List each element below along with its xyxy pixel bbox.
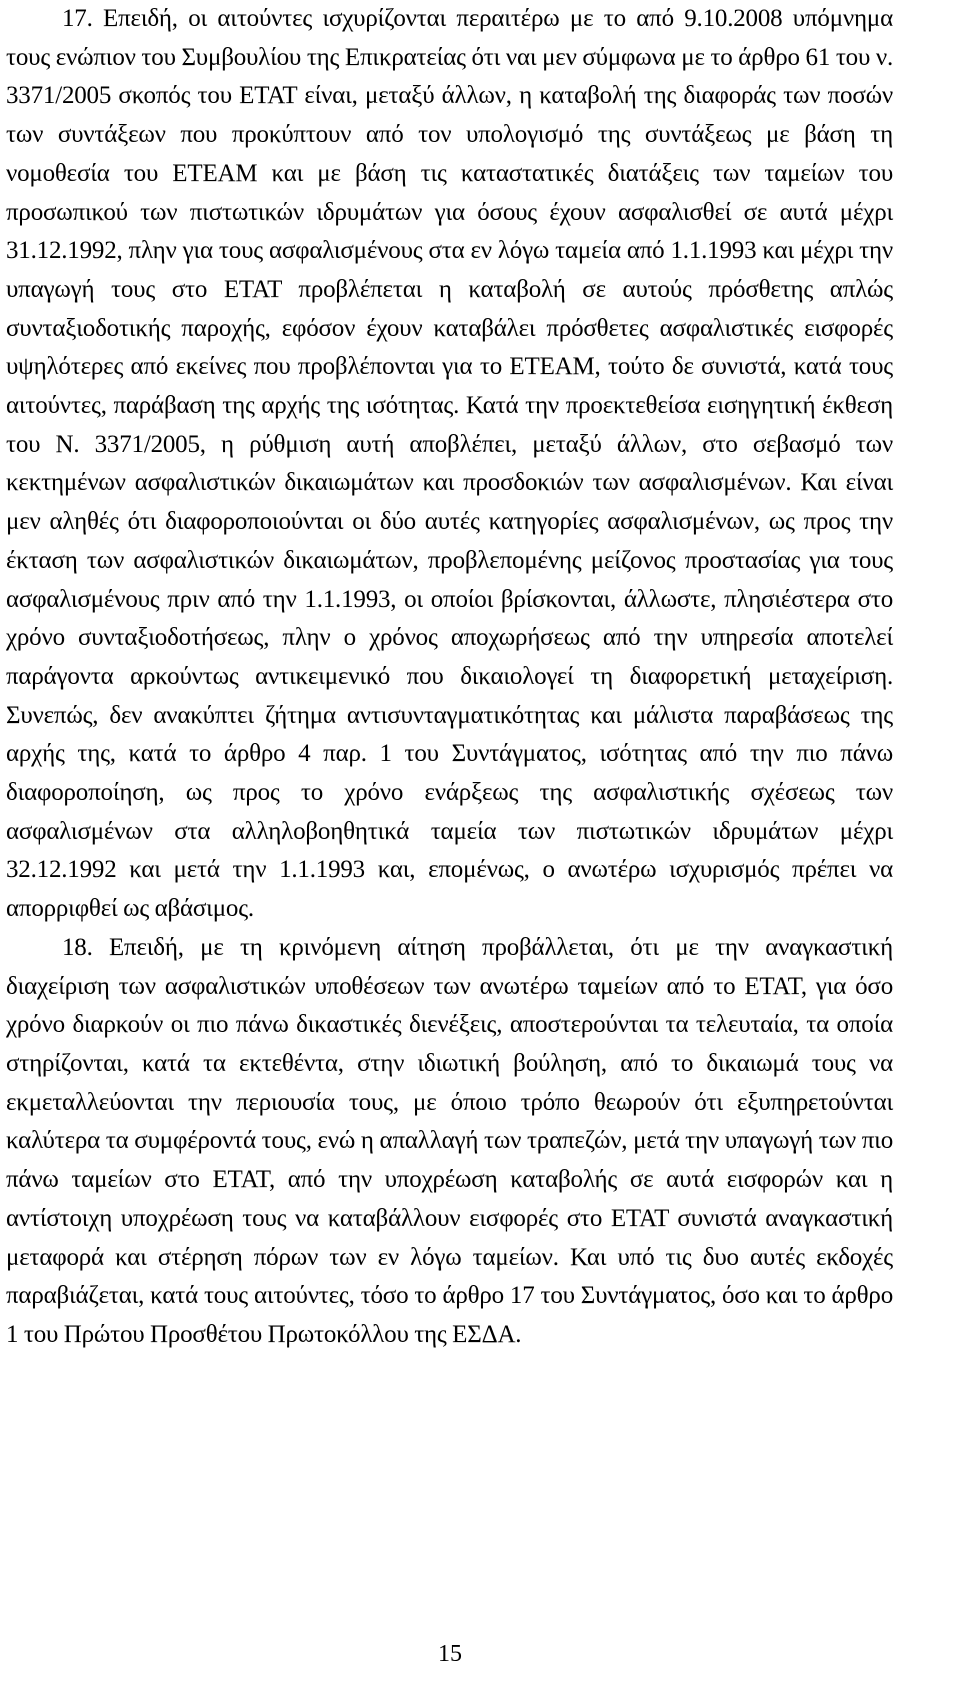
document-page	[6, 0, 893, 1355]
paragraph-text: Επειδή, με τη κρινόμενη αίτηση προβάλλεται, ότι με την αναγκαστική διαχείριση των ασφαλιστικών υποθέσεων των ανωτέρω ταμείων από το ΕΤΑΤ, για όσο χρόνο διαρκούν οι πιο πάνω δικαστικές διενέξεις, αποστερούνται τα τελευταία, τα οποία στηρίζονται, κατά τα εκτεθέντα, στην ιδιωτική βούληση, από το δικαιωμά τους να εκμεταλλεύονται την περιουσία τους, με όποιο τρόπο θεωρούν ότι εξυπηρετούνται καλύτερα τα συμφέροντά τους, ενώ η απαλλαγή των τραπεζών, μετά την υπαγωγή των πιο πάνω ταμείων στο ΕΤΑΤ, από την υποχρέωση καταβολής σε αυτά εισφορών και η αντίστοιχη υποχρέωση τους να καταβάλλουν εισφορές στο ΕΤΑΤ συνιστά αναγκαστική μεταφορά και στέρηση πόρων των εν λόγω ταμείων. Και υπό τις δυο αυτές εκδοχές παραβιάζεται, κατά τους αιτούντες, τόσο το άρθρο 17 του Συντάγματος, όσο και το άρθρο 1 του Πρώτου Προσθέτου Πρωτοκόλλου της ΕΣΔΑ.	[6, 933, 893, 1348]
page-number: 15	[438, 1641, 462, 1667]
paragraph-number: 17.	[62, 5, 93, 32]
paragraph-number: 18.	[62, 933, 93, 961]
paragraph-17	[6, 0, 893, 929]
paragraph-text: Επειδή, οι αιτούντες ισχυρίζονται περαιτέρω με το από 9.10.2008 υπόμνημα τους ενώπιον του Συμβουλίου της Επικρατείας ότι ναι μεν σύμφωνα με το άρθρο 61 του ν. 3371/2005 σκοπός του ΕΤΑΤ είναι, μεταξύ άλλων, η καταβολή της διαφοράς των ποσών των συντάξεων που προκύπτουν από τον υπολογισμό της συντάξεως με βάση τη νομοθεσία του ΕΤΕΑΜ και με βάση τις καταστατικές διατάξεις των ταμείων του προσωπικού των πιστωτικών ιδρυμάτων για όσους έχουν ασφαλισθεί σε αυτά μέχρι 31.12.1992, πλην για τους ασφαλισμένους στα εν λόγω ταμεία από 1.1.1993 και μέχρι την υπαγωγή τους στο ΕΤΑΤ προβλέπεται η καταβολή σε αυτούς πρόσθετης απλώς συνταξιοδοτικής παροχής, εφόσον έχουν καταβάλει πρόσθετες ασφαλιστικές εισφορές υψηλότερες από εκείνες που προβλέπονται για το ΕΤΕΑΜ, τούτο δε συνιστά, κατά τους αιτούντες, παράβαση της αρχής της ισότητας. Κατά την προεκτεθείσα εισηγητική έκθεση του Ν. 3371/2005, η ρύθμιση αυτή αποβλέπει, μεταξύ άλλων, στο σεβασμό των κεκτημένων ασφαλιστικών δικαιωμάτων και προσδοκιών των ασφαλισμένων. Και είναι μεν αληθές ότι διαφοροποιούνται οι δύο αυτές κατηγορίες ασφαλισμένων, ως προς την έκταση των ασφαλιστικών δικαιωμάτων, προβλεπομένης μείζονος προστασίας για τους ασφαλισμένους πριν από την 1.1.1993, οι οποίοι βρίσκονται, άλλωστε, πλησιέστερα στο χρόνο συνταξιοδοτήσεως, πλην ο χρόνος αποχωρήσεως από την υπηρεσία αποτελεί παράγοντα αρκούντως αντικειμενικό που δικαιολογεί τη διαφορετική μεταχείριση. Συνεπώς, δεν ανακύπτει ζήτημα αντισυνταγματικότητας και μάλιστα παραβάσεως της αρχής της, κατά το άρθρο 4 παρ. 1 του Συντάγματος, ισότητας από την πιο πάνω διαφοροποίηση, ως προς το χρόνο ενάρξεως της ασφαλιστικής σχέσεως των ασφαλισμένων στα αλληλοβοηθητικά ταμεία των πιστωτικών ιδρυμάτων μέχρι 32.12.1992 και μετά την 1.1.1993 και, επομένως, ο ανωτέρω ισχυρισμός πρέπει να απορριφθεί ως αβάσιμος.	[6, 5, 893, 923]
paragraph-18	[6, 929, 893, 1355]
